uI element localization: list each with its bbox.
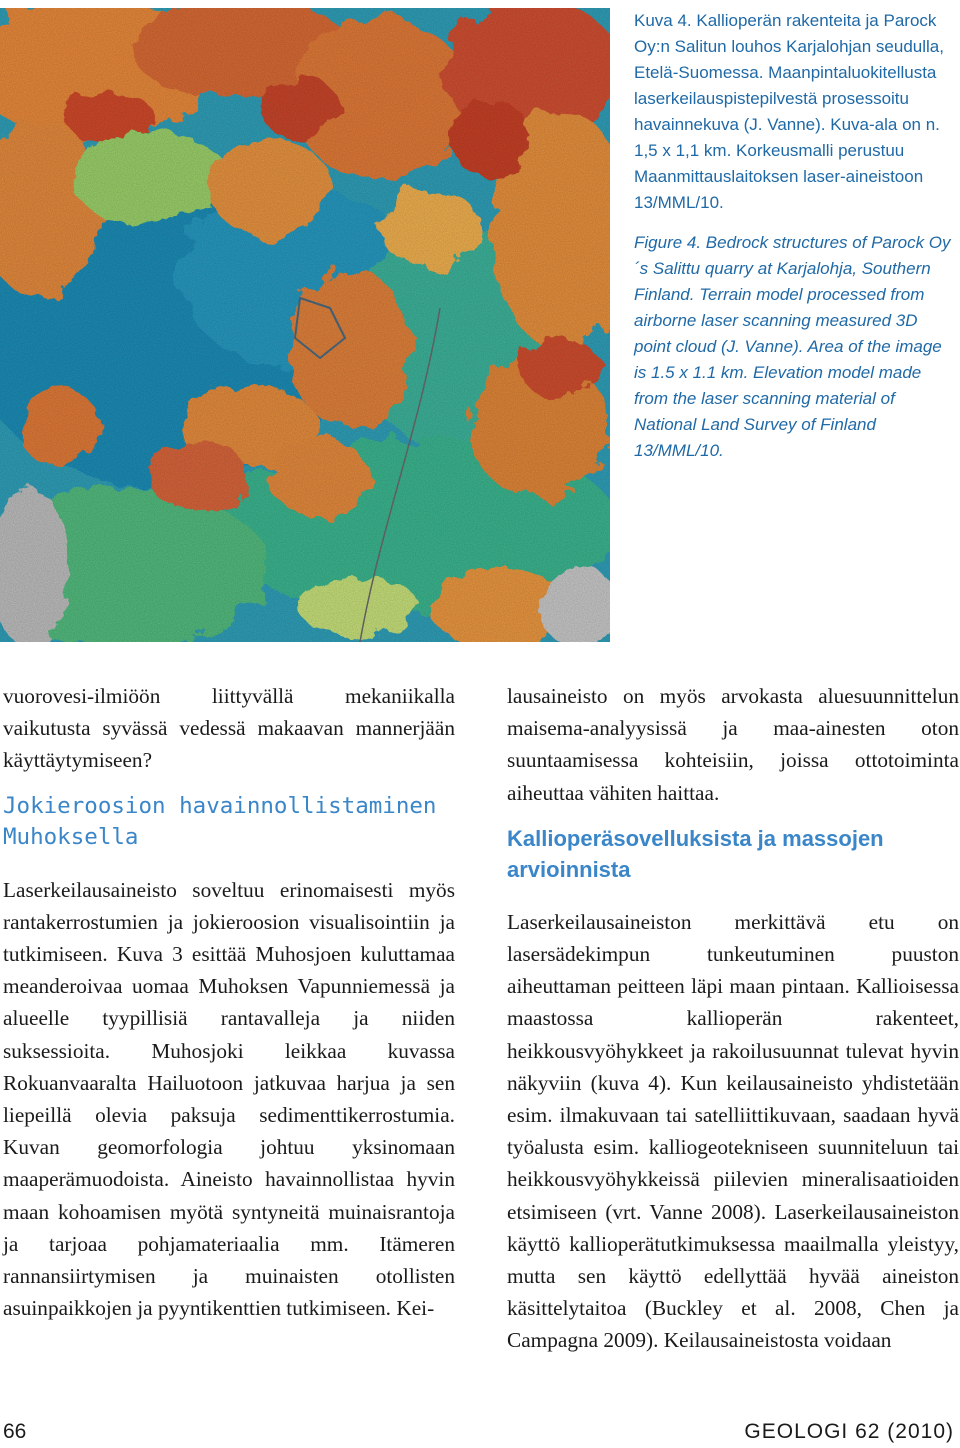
left-column [3,680,455,1324]
left-section-heading: Jokieroosion havainnollistaminen Muhoksella [3,792,437,851]
right-paragraph-2: Laserkeilausaineiston merkittävä etu on lasersädekimpun tunkeutuminen puuston aiheuttaman peitteen läpi maan pintaan. Kallioisessa maastossa kallioperän rakenteet, heikkousvyöhykkeet ja rakoilusuunnat tulevat hyvin näkyviin (kuva 4). Kun keilausaineisto yhdistetään esim. ilmakuvaan tai satelliittikuvaan, saadaan hyvä työalusta esim. kalliogeotekniseen suunniteluun tai heikkousvyöhykkeissä piilevien mineralisaatioiden etsimiseen (vrt. Vanne 2008). Laserkeilausaineiston käyttö kallioperätutkimuksessa maailmalla yleistyy, mutta sen käyttö edellyttää hyvää aineiston käsittelytaitoa (Buckley et al. 2008, Chen ja Campagna 2009). Keilausaineistosta voidaan [507,909,959,1353]
journal-name: GEOLOGI 62 (2010) [744,1420,954,1443]
page-number: 66 [3,1420,27,1443]
terrain-map-icon [0,8,610,642]
caption-finnish: Kuva 4. Kallioperän rakenteita ja Parock Oy:n Salitun louhos Karjalohjan seudulla, Etelä-Suomessa. Maanpintaluokitellusta laserkeilauspistepilvestä prosessoitu havainnekuva (J. Vanne). Kuva-ala on n. 1,5 x 1,1 km. Korkeusmalli perustuu Maanmittauslaitoksen laser-aineistoon 13/MML/10. [634,11,944,212]
left-paragraph-1: vuorovesi-ilmiöön liittyvällä mekaniikalla vaikutusta syvässä vedessä makaavan mannerjään käyttäytymiseen? [3,684,455,773]
figure-caption [634,8,952,464]
terrain-map-figure [0,8,610,642]
right-paragraph-1: lausaineisto on myös arvokasta aluesuunnittelun maisema-analyysissä ja maa-ainesten oton suuntaamisessa kohteisiin, joissa ottotoiminta aiheuttaa vähiten haittaa. [507,684,959,805]
right-section-heading: Kallioperäsovelluksista ja massojen arvioinnista [507,825,884,883]
caption-english: Figure 4. Bedrock structures of Parock Oy´s Salittu quarry at Karjalohja, Southern Finland. Terrain model processed from airborne laser scanning measured 3D point cloud (J. Vanne). Area of the image is 1.5 x 1.1 km. Elevation model made from the laser scanning material of National Land Survey of Finland 13/MML/10. [634,233,951,460]
left-paragraph-2: Laserkeilausaineisto soveltuu erinomaisesti myös rantakerrostumien ja jokieroosion visualisointiin ja tutkimiseen. Kuva 3 esittää Muhosjoen kuluttamaa meanderoivaa uomaa Muhoksen Vapunniemessä ja alueelle tyypillisiä rantavalleja ja niiden suksessioita. Muhosjoki leikkaa kuvassa Rokuanvaaralta Hailuotoon jatkuvaa harjua ja sen liepeillä olevia paksuja sedimenttikerrostumia. Kuvan geomorfologia johtuu yksinomaan maaperämuodoista. Aineisto havainnollistaa hyvin maan kohoamisen myötä syntyneitä muinaisrantoja ja tarjoaa pohjamateriaalia mm. Itämeren rannansiirtymisen ja muinaisten otollisten asuinpaikkojen ja pyyntikenttien tutkimiseen. Kei- [3,877,455,1321]
right-column [507,680,959,1357]
